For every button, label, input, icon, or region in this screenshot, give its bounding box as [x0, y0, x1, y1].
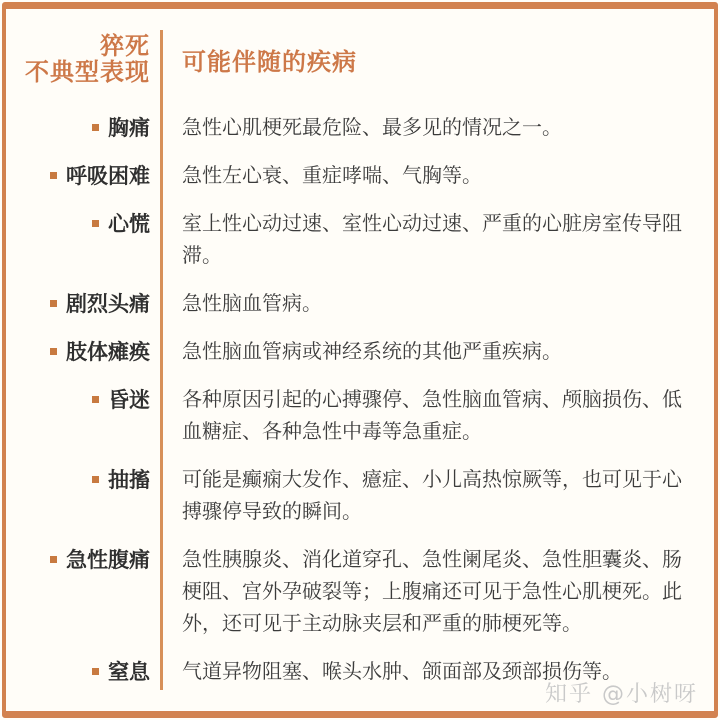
symptom-label: 呼吸困难: [66, 164, 150, 188]
disease-text: 急性胰腺炎、消化道穿孔、急性阑尾炎、急性胆囊炎、肠梗阻、宫外孕破裂等；上腹痛还可见于急性心肌梗死。此外，还可见于主动脉夹层和严重的肺梗死等。: [182, 547, 682, 635]
disease-text: 各种原因引起的心搏骤停、急性脑血管病、颅脑损伤、低血糖症、各种急性中毒等急重症。: [182, 387, 682, 443]
symptom-label-cell: [8, 383, 150, 415]
symptom-header-line2: 不典型表现: [25, 58, 150, 86]
bullet-square-icon: [50, 300, 57, 307]
symptom-label-cell: [8, 543, 150, 575]
bullet-square-icon: [92, 476, 99, 483]
bullet-square-icon: [92, 124, 99, 131]
bullet-square-icon: [50, 172, 57, 179]
table-row: [8, 287, 711, 319]
symptom-label: 窒息: [108, 660, 150, 684]
symptom-label: 抽搐: [108, 468, 150, 492]
symptom-table-body: [8, 111, 711, 687]
disease-text: 急性脑血管病。: [182, 291, 322, 315]
symptom-label-cell: [8, 207, 150, 239]
disease-text: 可能是癫痫大发作、癔症、小儿高热惊厥等，也可见于心搏骤停导致的瞬间。: [182, 467, 682, 523]
symptom-label: 肢体瘫痪: [66, 340, 150, 364]
bullet-square-icon: [50, 348, 57, 355]
symptom-label: 昏迷: [108, 388, 150, 412]
disease-text: 气道异物阻塞、喉头水肿、颌面部及颈部损伤等。: [182, 659, 622, 683]
table-row: [8, 159, 711, 191]
disease-text: 急性左心衰、重症哮喘、气胸等。: [182, 163, 482, 187]
symptom-label-cell: [8, 655, 150, 687]
table-header-row: [8, 33, 711, 85]
table-row: [8, 383, 711, 447]
disease-text: 室上性心动过速、室性心动过速、严重的心脏房室传导阻滞。: [182, 211, 682, 267]
disease-text: 急性心肌梗死最危险、最多见的情况之一。: [182, 115, 562, 139]
symptom-label: 剧烈头痛: [66, 292, 150, 316]
symptom-label-cell: [8, 463, 150, 495]
bullet-square-icon: [92, 396, 99, 403]
symptom-header-line1: 猝死: [100, 32, 150, 60]
bullet-square-icon: [92, 220, 99, 227]
table-row: [8, 335, 711, 367]
table-row: [8, 207, 711, 271]
table-row: [8, 111, 711, 143]
table-content: [8, 9, 711, 708]
disease-column-header: 可能伴随的疾病: [182, 47, 357, 76]
bullet-square-icon: [50, 556, 57, 563]
symptom-label-cell: [8, 159, 150, 191]
disease-text: 急性脑血管病或神经系统的其他严重疾病。: [182, 339, 562, 363]
symptom-label: 急性腹痛: [66, 548, 150, 572]
zhihu-watermark: 知乎 @小树呀: [545, 682, 698, 707]
symptom-label-cell: [8, 111, 150, 143]
bullet-square-icon: [92, 668, 99, 675]
symptom-label: 心慌: [108, 212, 150, 236]
symptom-label-cell: [8, 287, 150, 319]
symptom-label: 胸痛: [108, 116, 150, 140]
table-row: [8, 463, 711, 527]
table-row: [8, 543, 711, 639]
symptom-column-header: [8, 33, 150, 85]
symptom-label-cell: [8, 335, 150, 367]
